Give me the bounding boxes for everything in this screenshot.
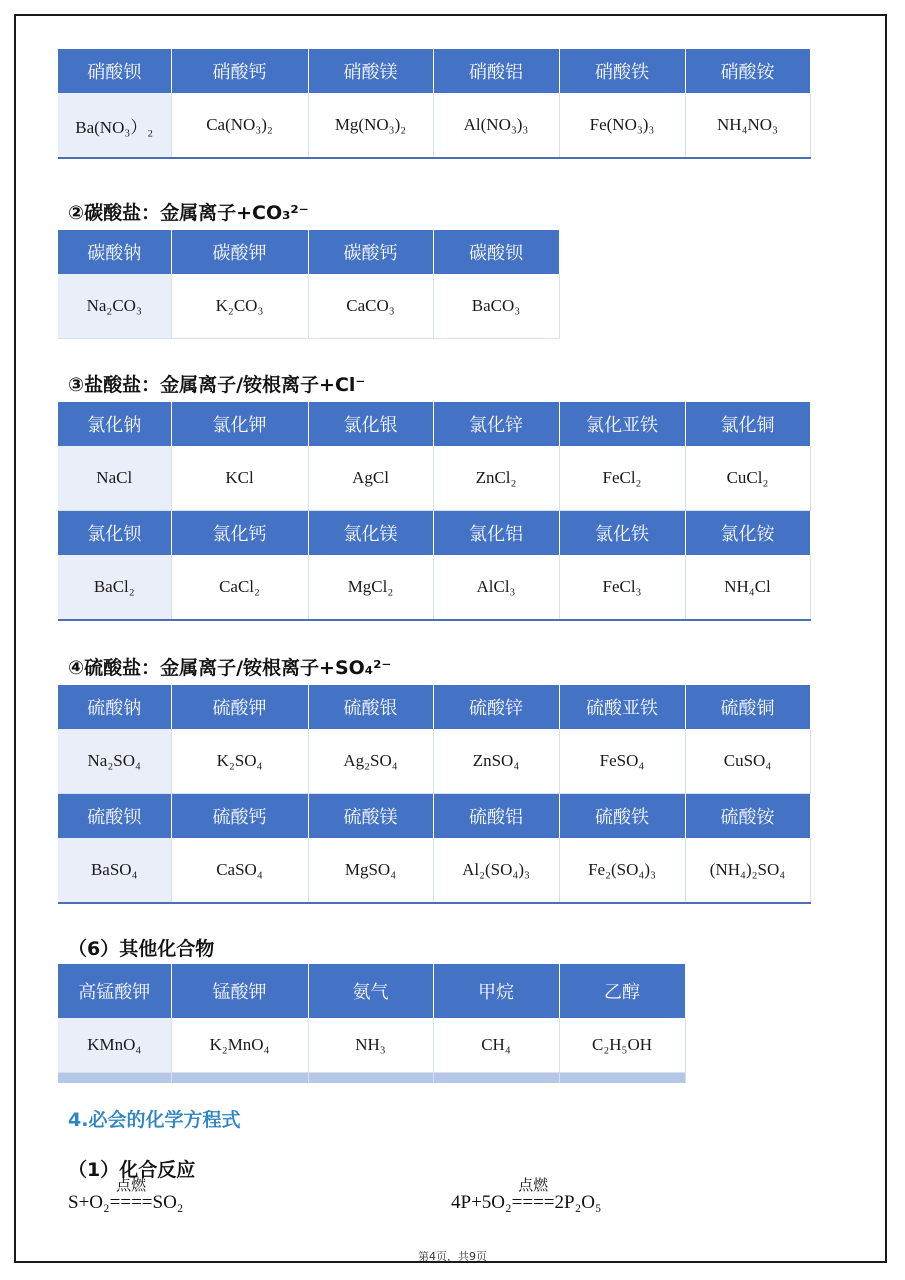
formula-cell: BaCO₃ <box>433 274 559 339</box>
table-stripe <box>171 1073 308 1084</box>
formula-cell: CaCO₃ <box>308 274 433 339</box>
formula-cell: Ag₂SO₄ <box>308 729 433 794</box>
header-cell: 硝酸铵 <box>685 49 810 93</box>
formula-cell: K₂CO₃ <box>171 274 308 339</box>
header-cell: 氯化铝 <box>433 511 559 556</box>
equation-products: 2P₂O₅ <box>554 1192 602 1213</box>
formula-cell: Na₂SO₄ <box>58 729 171 794</box>
header-cell: 碳酸钠 <box>58 230 171 274</box>
header-cell: 硝酸钙 <box>171 49 308 93</box>
formula-cell: CaCl₂ <box>171 555 308 620</box>
header-cell: 硝酸铝 <box>433 49 559 93</box>
formula-cell: KCl <box>171 446 308 511</box>
other-compounds-heading: （6）其他化合物 <box>68 938 215 960</box>
formula-cell: KMnO₄ <box>58 1018 171 1073</box>
formula-cell: C₂H₅OH <box>559 1018 685 1073</box>
header-cell: 氯化钾 <box>171 402 308 446</box>
header-cell: 硫酸铝 <box>433 794 559 839</box>
equation-products: SO₂ <box>152 1192 184 1213</box>
equation-reactants: 4P+5O₂ <box>451 1192 512 1213</box>
header-cell: 氯化铵 <box>685 511 810 556</box>
header-cell: 碳酸钡 <box>433 230 559 274</box>
chloride-heading: ③盐酸盐：金属离子/铵根离子+Cl⁻ <box>68 374 366 396</box>
formula-cell: K₂MnO₄ <box>171 1018 308 1073</box>
reaction-condition: 点燃 <box>518 1176 549 1194</box>
equation-arrow: ==== <box>109 1192 153 1213</box>
formula-cell: Mg(NO₃)₂ <box>308 93 433 158</box>
nitrate-table <box>58 49 811 159</box>
formula-cell: (NH₄)₂SO₄ <box>685 838 810 903</box>
header-cell: 氨气 <box>308 964 433 1018</box>
header-cell: 硫酸铵 <box>685 794 810 839</box>
formula-cell: NH₃ <box>308 1018 433 1073</box>
formula-cell: FeSO₄ <box>559 729 685 794</box>
header-cell: 氯化钠 <box>58 402 171 446</box>
formula-cell: Fe(NO₃)₃ <box>559 93 685 158</box>
reaction-condition: 点燃 <box>116 1176 147 1194</box>
formula-cell: FeCl₃ <box>559 555 685 620</box>
carbonate-table <box>58 230 560 339</box>
header-cell: 硫酸钙 <box>171 794 308 839</box>
table-stripe <box>308 1073 433 1084</box>
sulfate-table <box>58 685 811 904</box>
header-cell: 氯化铁 <box>559 511 685 556</box>
formula-cell: Ca(NO₃)₂ <box>171 93 308 158</box>
header-cell: 氯化钡 <box>58 511 171 556</box>
header-cell: 氯化银 <box>308 402 433 446</box>
formula-cell: BaCl₂ <box>58 555 171 620</box>
formula-cell: Na₂CO₃ <box>58 274 171 339</box>
header-cell: 氯化锌 <box>433 402 559 446</box>
formula-cell: FeCl₂ <box>559 446 685 511</box>
formula-cell: Ba(NO₃）₂ <box>58 93 171 158</box>
header-cell: 氯化镁 <box>308 511 433 556</box>
formula-cell: ZnSO₄ <box>433 729 559 794</box>
header-cell: 锰酸钾 <box>171 964 308 1018</box>
equation-arrow: ==== <box>511 1192 555 1213</box>
header-cell: 氯化亚铁 <box>559 402 685 446</box>
carbonate-heading: ②碳酸盐：金属离子+CO₃²⁻ <box>68 202 309 224</box>
formula-cell: NH₄NO₃ <box>685 93 810 158</box>
section-subtitle: （1）化合反应 <box>68 1159 196 1181</box>
header-cell: 硫酸钾 <box>171 685 308 729</box>
formula-cell: CuCl₂ <box>685 446 810 511</box>
equation-1 <box>68 1176 184 1214</box>
header-cell: 硫酸钡 <box>58 794 171 839</box>
header-cell: 硫酸锌 <box>433 685 559 729</box>
formula-cell: CaSO₄ <box>171 838 308 903</box>
formula-cell: MgSO₄ <box>308 838 433 903</box>
chloride-table <box>58 402 811 621</box>
formula-cell: ZnCl₂ <box>433 446 559 511</box>
page-footer: 第4页，共9页 <box>418 1250 487 1263</box>
header-cell: 高锰酸钾 <box>58 964 171 1018</box>
formula-cell: AlCl₃ <box>433 555 559 620</box>
formula-cell: NH₄Cl <box>685 555 810 620</box>
header-cell: 硝酸钡 <box>58 49 171 93</box>
formula-cell: Al(NO₃)₃ <box>433 93 559 158</box>
formula-cell: AgCl <box>308 446 433 511</box>
header-cell: 氯化铜 <box>685 402 810 446</box>
formula-cell: Fe₂(SO₄)₃ <box>559 838 685 903</box>
other-compounds-table <box>58 964 686 1083</box>
formula-cell: K₂SO₄ <box>171 729 308 794</box>
formula-cell: MgCl₂ <box>308 555 433 620</box>
header-cell: 硫酸银 <box>308 685 433 729</box>
sulfate-heading: ④硫酸盐：金属离子/铵根离子+SO₄²⁻ <box>68 657 392 679</box>
header-cell: 硫酸铜 <box>685 685 810 729</box>
formula-cell: BaSO₄ <box>58 838 171 903</box>
header-cell: 碳酸钾 <box>171 230 308 274</box>
header-cell: 硝酸镁 <box>308 49 433 93</box>
table-stripe <box>559 1073 685 1084</box>
header-cell: 硫酸钠 <box>58 685 171 729</box>
header-cell: 硫酸镁 <box>308 794 433 839</box>
section-title: 4.必会的化学方程式 <box>68 1109 241 1131</box>
header-cell: 硫酸亚铁 <box>559 685 685 729</box>
header-cell: 硝酸铁 <box>559 49 685 93</box>
formula-cell: CH₄ <box>433 1018 559 1073</box>
header-cell: 氯化钙 <box>171 511 308 556</box>
header-cell: 甲烷 <box>433 964 559 1018</box>
equation-reactants: S+O₂ <box>68 1192 110 1213</box>
equation-2 <box>451 1176 602 1214</box>
table-stripe <box>58 1073 171 1084</box>
formula-cell: CuSO₄ <box>685 729 810 794</box>
formula-cell: NaCl <box>58 446 171 511</box>
header-cell: 硫酸铁 <box>559 794 685 839</box>
header-cell: 碳酸钙 <box>308 230 433 274</box>
header-cell: 乙醇 <box>559 964 685 1018</box>
table-stripe <box>433 1073 559 1084</box>
formula-cell: Al₂(SO₄)₃ <box>433 838 559 903</box>
